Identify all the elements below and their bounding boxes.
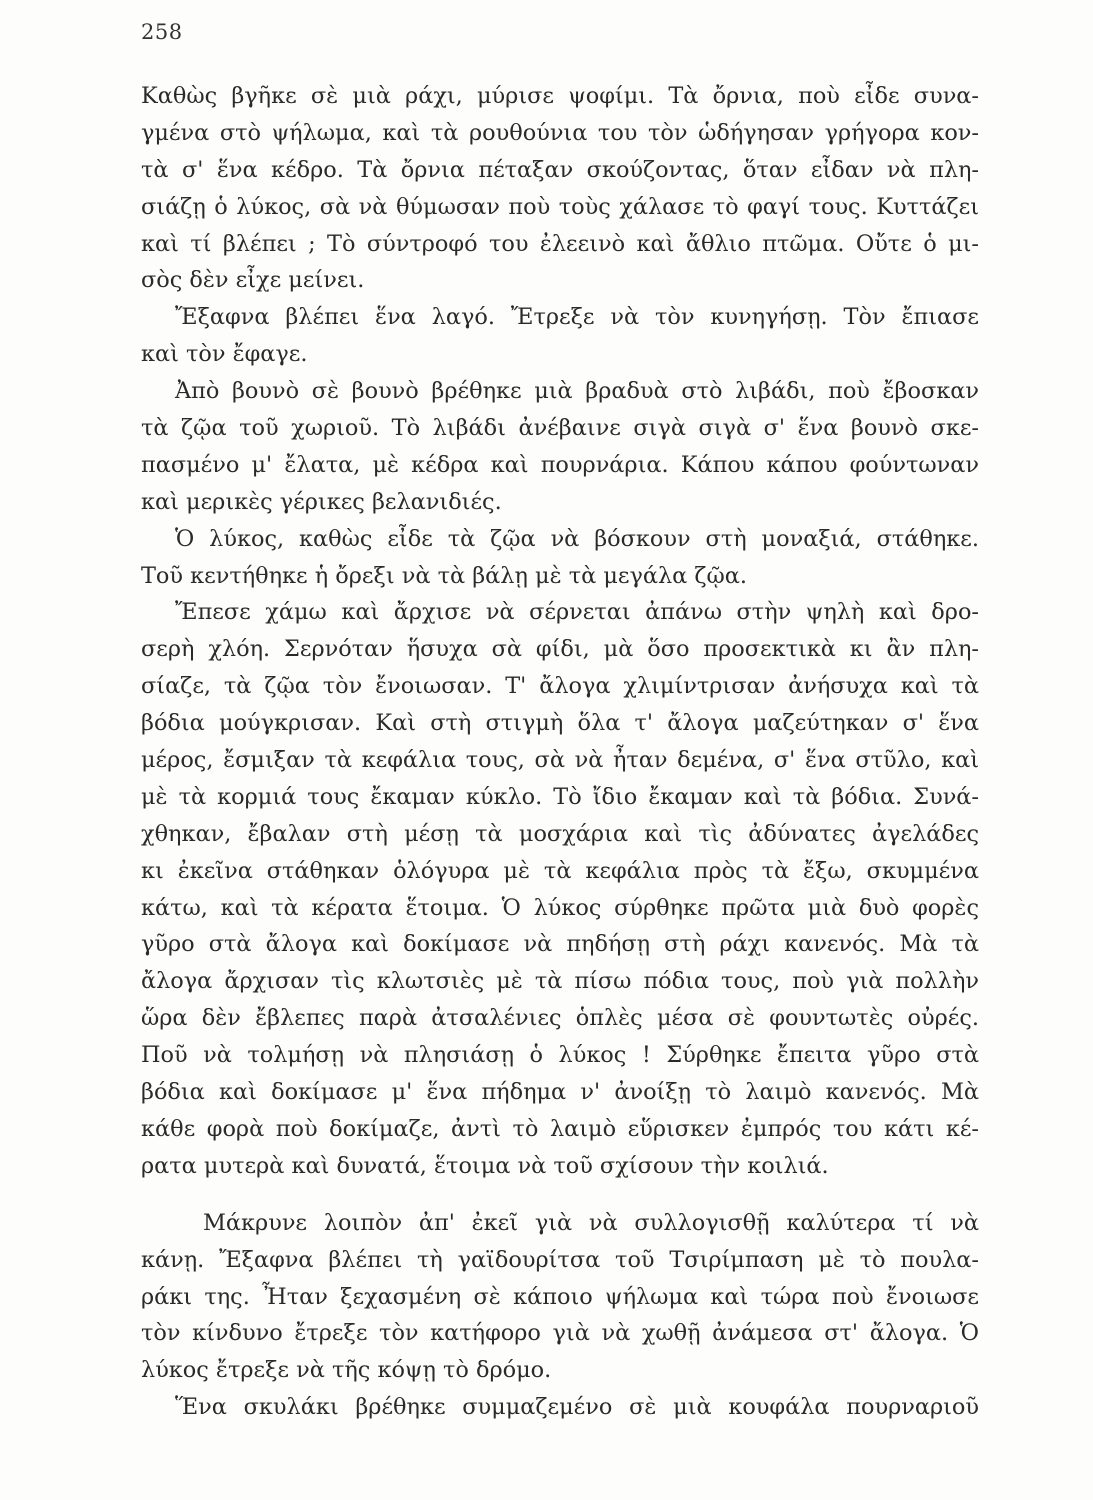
text-line: ρατα μυτερὰ καὶ δυνατά, ἕτοιμα νὰ τοῦ σχίσουν τὴν κοιλιά.	[141, 1152, 829, 1179]
text-line: Ἕνα σκυλάκι βρέθηκε συμμαζεμένο σὲ μιὰ κουφάλα πουρναριοῦ	[175, 1394, 979, 1421]
text-line: Ἀπὸ βουνὸ σὲ βουνὸ βρέθηκε μιὰ βραδυὰ στὸ λιβάδι, ποὺ ἔβοσκαν	[175, 378, 979, 405]
text-line: γμένα στὸ ψήλωμα, καὶ τὰ ρουθούνια του τὸν ὡδήγησαν γρήγορα κον-	[141, 119, 979, 146]
text-line: Τοῦ κεντήθηκε ἡ ὄρεξι νὰ τὰ βάλῃ μὲ τὰ μεγάλα ζῷα.	[141, 562, 748, 589]
text-line: σιάζῃ ὁ λύκος, σὰ νὰ θύμωσαν ποὺ τοὺς χάλασε τὸ φαγί τους. Κυττάζει	[141, 193, 979, 220]
body-text	[141, 78, 979, 1426]
text-line: κι ἐκεῖνα στάθηκαν ὁλόγυρα μὲ τὰ κεφάλια πρὸς τὰ ἔξω, σκυμμένα	[141, 857, 979, 884]
text-line: Ἔπεσε χάμω καὶ ἄρχισε νὰ σέρνεται ἀπάνω στὴν ψηλὴ καὶ δρο-	[175, 599, 979, 626]
text-line: χθηκαν, ἔβαλαν στὴ μέσῃ τὰ μοσχάρια καὶ τὶς ἀδύνατες ἀγελάδες	[141, 820, 979, 847]
text-line: καὶ μερικὲς γέρικες βελανιδιές.	[141, 488, 502, 515]
text-line: Ἔξαφνα βλέπει ἕνα λαγό. Ἔτρεξε νὰ τὸν κυνηγήσῃ. Τὸν ἔπιασε	[175, 304, 979, 331]
text-line: λύκος ἔτρεξε νὰ τῆς κόψῃ τὸ δρόμο.	[141, 1357, 552, 1384]
text-line: πασμένο μ' ἔλατα, μὲ κέδρα καὶ πουρνάρια. Κάπου κάπου φούντωναν	[141, 451, 979, 478]
text-line: βόδια καὶ δοκίμασε μ' ἕνα πήδημα ν' ἀνοίξῃ τὸ λαιμὸ κανενός. Μὰ	[141, 1079, 979, 1106]
page-number: 258	[141, 20, 183, 44]
text-line: κάθε φορὰ ποὺ δοκίμαζε, ἀντὶ τὸ λαιμὸ εὕρισκεν ἐμπρός του κάτι κέ-	[141, 1115, 979, 1142]
text-line: σερὴ χλόη. Σερνόταν ἥσυχα σὰ φίδι, μὰ ὅσο προσεκτικὰ κι ἂν πλη-	[141, 636, 979, 663]
text-line: τὰ σ' ἕνα κέδρο. Τὰ ὄρνια πέταξαν σκούζοντας, ὅταν εἶδαν νὰ πλη-	[141, 156, 979, 183]
text-line: μὲ τὰ κορμιά τους ἔκαμαν κύκλο. Τὸ ἴδιο ἔκαμαν καὶ τὰ βόδια. Συνά-	[141, 783, 979, 810]
text-line: κάνῃ. Ἔξαφνα βλέπει τὴ γαϊδουρίτσα τοῦ Τσιρίμπαση μὲ τὸ πουλα-	[141, 1246, 979, 1273]
text-line: καὶ τὸν ἔφαγε.	[141, 341, 308, 368]
text-line: Καθὼς βγῆκε σὲ μιὰ ράχι, μύρισε ψοφίμι. Τὰ ὄρνια, ποὺ εἶδε συνα-	[141, 83, 979, 109]
text-line: Ὁ λύκος, καθὼς εἶδε τὰ ζῷα νὰ βόσκουν στὴ μοναξιά, στάθηκε.	[175, 525, 979, 552]
text-line: ράκι της. Ἦταν ξεχασμένη σὲ κάποιο ψήλωμα καὶ τώρα ποὺ ἔνοιωσε	[141, 1283, 979, 1310]
text-line: Μάκρυνε λοιπὸν ἀπ' ἐκεῖ γιὰ νὰ συλλογισθῇ καλύτερα τί νὰ	[203, 1209, 979, 1236]
text-line: γῦρο στὰ ἄλογα καὶ δοκίμασε νὰ πηδήσῃ στὴ ράχι κανενός. Μὰ τὰ	[141, 931, 979, 958]
text-line: Ποῦ νὰ τολμήσῃ νὰ πλησιάσῃ ὁ λύκος ! Σύρθηκε ἔπειτα γῦρο στὰ	[141, 1042, 979, 1069]
text-line: τὰ ζῷα τοῦ χωριοῦ. Τὸ λιβάδι ἀνέβαινε σιγὰ σιγὰ σ' ἕνα βουνὸ σκε-	[141, 415, 979, 442]
text-line: ὥρα δὲν ἔβλεπες παρὰ ἀτσαλένιες ὁπλὲς μέσα σὲ φουντωτὲς οὐρές.	[141, 1005, 979, 1032]
text-line: ἄλογα ἄρχισαν τὶς κλωτσιὲς μὲ τὰ πίσω πόδια τους, ποὺ γιὰ πολλὴν	[141, 968, 979, 995]
text-line: κάτω, καὶ τὰ κέρατα ἕτοιμα. Ὁ λύκος σύρθηκε πρῶτα μιὰ δυὸ φορὲς	[141, 894, 979, 921]
text-line: σὸς δὲν εἶχε μείνει.	[141, 267, 365, 294]
text-line: τὸν κίνδυνο ἔτρεξε τὸν κατήφορο γιὰ νὰ χωθῇ ἀνάμεσα στ' ἄλογα. Ὁ	[141, 1320, 979, 1347]
text-line: βόδια μούγκρισαν. Καὶ στὴ στιγμὴ ὅλα τ' ἄλογα μαζεύτηκαν σ' ἕνα	[141, 710, 979, 737]
text-line: καὶ τί βλέπει ; Τὸ σύντροφό του ἐλεεινὸ καὶ ἄθλιο πτῶμα. Οὔτε ὁ μι-	[141, 230, 979, 257]
text-line: μέρος, ἔσμιξαν τὰ κεφάλια τους, σὰ νὰ ἦταν δεμένα, σ' ἕνα στῦλο, καὶ	[141, 747, 979, 774]
text-line: σίαζε, τὰ ζῷα τὸν ἔνοιωσαν. Τ' ἄλογα χλιμίντρισαν ἀνήσυχα καὶ τὰ	[141, 673, 979, 700]
